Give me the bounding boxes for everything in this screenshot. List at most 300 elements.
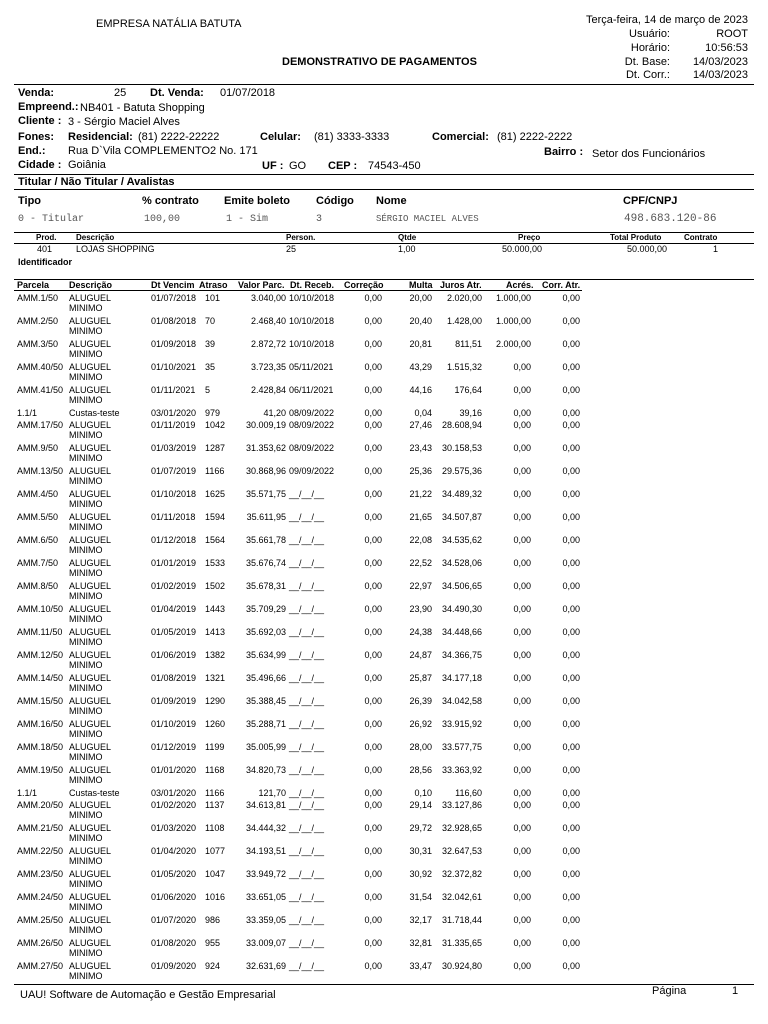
cell-valor-parc: 33.949,72 bbox=[245, 869, 286, 879]
cell-corr-atr: 0,00 bbox=[562, 489, 580, 499]
cell-dt-vencim: 01/02/2020 bbox=[151, 800, 197, 810]
cell-dt-vencim: 01/11/2019 bbox=[151, 420, 196, 430]
cell-atraso: 1137 bbox=[205, 800, 225, 810]
celular-value: (81) 3333-3333 bbox=[314, 131, 390, 143]
cell-acres: 0,00 bbox=[513, 512, 531, 522]
titular-top-divider bbox=[14, 174, 754, 175]
table-row bbox=[0, 512, 768, 534]
cell-multa: 43,29 bbox=[409, 362, 432, 372]
cell-multa: 21,65 bbox=[409, 512, 432, 522]
footer-page-number: 1 bbox=[732, 985, 739, 997]
venda-value: 25 bbox=[114, 87, 127, 99]
cell-descricao-line1: ALUGUEL bbox=[69, 512, 112, 522]
cell-descricao-line2: MINIMO bbox=[69, 879, 103, 889]
cell-descricao bbox=[69, 385, 111, 405]
cell-descricao bbox=[69, 339, 111, 359]
cell-dt-vencim: 03/01/2020 bbox=[151, 408, 197, 418]
cell-descricao bbox=[69, 604, 111, 624]
cell-multa: 32,81 bbox=[409, 938, 432, 948]
cell-valor-parc: 35.571,75 bbox=[245, 489, 286, 499]
cell-descricao-line2: MINIMO bbox=[69, 856, 103, 866]
cell-corr-atr: 0,00 bbox=[562, 558, 580, 568]
cell-corr-atr: 0,00 bbox=[562, 535, 580, 545]
col-header-multa: Multa bbox=[409, 280, 433, 290]
cell-dt-vencim: 01/01/2020 bbox=[151, 765, 197, 775]
cell-dt-receb: __/__/__ bbox=[289, 512, 325, 522]
cell-descricao bbox=[69, 823, 111, 843]
cell-dt-vencim: 01/08/2020 bbox=[151, 938, 197, 948]
cell-correcao: 0,00 bbox=[364, 892, 382, 902]
cell-multa: 30,92 bbox=[409, 869, 432, 879]
table-row bbox=[0, 339, 768, 361]
table-row bbox=[0, 408, 768, 419]
table-row bbox=[0, 765, 768, 787]
cell-parcela: AMM.24/50 bbox=[17, 892, 64, 902]
table-row bbox=[0, 362, 768, 384]
report-date: Terça-feira, 14 de março de 2023 bbox=[585, 14, 748, 26]
cell-corr-atr: 0,00 bbox=[562, 846, 580, 856]
cell-descricao bbox=[69, 800, 111, 820]
cell-multa: 24,38 bbox=[409, 627, 432, 637]
cell-dt-receb: __/__/__ bbox=[289, 489, 325, 499]
table-row bbox=[0, 673, 768, 695]
cell-atraso: 1321 bbox=[205, 673, 226, 683]
cell-descricao-line1: ALUGUEL bbox=[69, 719, 112, 729]
cell-juros: 34.528,06 bbox=[441, 558, 482, 568]
cell-atraso: 1042 bbox=[205, 420, 226, 430]
cell-dt-receb: __/__/__ bbox=[289, 673, 325, 683]
cell-correcao: 0,00 bbox=[364, 673, 382, 683]
cep-label: CEP : bbox=[328, 160, 358, 172]
cell-dt-receb: __/__/__ bbox=[289, 604, 325, 614]
cell-corr-atr: 0,00 bbox=[562, 466, 580, 476]
cell-atraso: 1533 bbox=[205, 558, 226, 568]
cell-descricao bbox=[69, 512, 111, 532]
titular-header-cpf: CPF/CNPJ bbox=[623, 195, 678, 207]
table-row bbox=[0, 869, 768, 891]
cell-descricao-line2: MINIMO bbox=[69, 660, 103, 670]
cell-descricao bbox=[69, 673, 111, 693]
cell-dt-receb: 08/09/2022 bbox=[289, 408, 335, 418]
cell-descricao-line2: MINIMO bbox=[69, 706, 103, 716]
cell-acres: 0,00 bbox=[513, 466, 531, 476]
table-row bbox=[0, 915, 768, 937]
cell-dt-vencim: 01/11/2021 bbox=[151, 385, 196, 395]
cell-descricao-line1: ALUGUEL bbox=[69, 765, 112, 775]
cell-descricao-line1: ALUGUEL bbox=[69, 961, 112, 971]
table-row bbox=[0, 385, 768, 407]
cell-descricao bbox=[69, 581, 111, 601]
identificador-label: Identificador bbox=[18, 257, 73, 267]
cell-corr-atr: 0,00 bbox=[562, 443, 580, 453]
cell-corr-atr: 0,00 bbox=[562, 581, 580, 591]
cell-corr-atr: 0,00 bbox=[562, 696, 580, 706]
cell-correcao: 0,00 bbox=[364, 719, 382, 729]
cell-valor-parc: 35.496,66 bbox=[245, 673, 286, 683]
cell-multa: 33,47 bbox=[409, 961, 432, 971]
cell-atraso: 924 bbox=[205, 961, 221, 971]
cell-multa: 29,72 bbox=[409, 823, 432, 833]
horario-label: Horário: bbox=[630, 42, 670, 54]
cep-value: 74543-450 bbox=[368, 160, 421, 172]
cell-parcela: AMM.8/50 bbox=[17, 581, 59, 591]
cell-juros: 34.448,66 bbox=[441, 627, 482, 637]
cell-dt-receb: __/__/__ bbox=[289, 696, 325, 706]
cell-atraso: 1564 bbox=[205, 535, 226, 545]
cell-atraso: 1166 bbox=[205, 466, 225, 476]
cell-juros: 31.718,44 bbox=[441, 915, 482, 925]
cell-corr-atr: 0,00 bbox=[562, 420, 580, 430]
titular-header-tipo: Tipo bbox=[18, 195, 42, 207]
bairro-value: Setor dos Funcionários bbox=[592, 148, 706, 160]
cell-valor-parc: 34.820,73 bbox=[245, 765, 286, 775]
cell-descricao bbox=[69, 719, 111, 739]
cell-descricao-line2: MINIMO bbox=[69, 430, 103, 440]
cell-dt-receb: __/__/__ bbox=[289, 765, 325, 775]
table-row bbox=[0, 846, 768, 868]
cell-descricao-line1: ALUGUEL bbox=[69, 800, 112, 810]
cell-valor-parc: 35.709,29 bbox=[245, 604, 286, 614]
residencial-label: Residencial: bbox=[68, 131, 133, 143]
cell-descricao-line2: MINIMO bbox=[69, 522, 103, 532]
cell-valor-parc: 3.040,00 bbox=[250, 293, 286, 303]
cell-correcao: 0,00 bbox=[364, 535, 382, 545]
cell-acres: 0,00 bbox=[513, 846, 531, 856]
cell-corr-atr: 0,00 bbox=[562, 316, 580, 326]
cell-parcela: AMM.25/50 bbox=[17, 915, 64, 925]
end-label: End.: bbox=[18, 145, 46, 157]
cell-descricao-line1: ALUGUEL bbox=[69, 869, 112, 879]
cell-juros: 32.928,65 bbox=[441, 823, 482, 833]
cell-atraso: 1016 bbox=[205, 892, 226, 902]
header-divider bbox=[14, 84, 754, 85]
titular-header-nome: Nome bbox=[376, 195, 407, 207]
cell-acres: 0,00 bbox=[513, 420, 531, 430]
cell-descricao-line1: ALUGUEL bbox=[69, 938, 112, 948]
cell-valor-parc: 121,70 bbox=[258, 788, 286, 798]
table-row bbox=[0, 604, 768, 626]
col-header-acres: Acrés. bbox=[506, 280, 534, 290]
cell-atraso: 1594 bbox=[205, 512, 226, 522]
cell-atraso: 101 bbox=[205, 293, 221, 303]
cell-descricao bbox=[69, 765, 111, 785]
cell-correcao: 0,00 bbox=[364, 869, 382, 879]
product-header-preco: Preço bbox=[518, 233, 541, 242]
cell-correcao: 0,00 bbox=[364, 385, 382, 395]
cell-parcela: AMM.27/50 bbox=[17, 961, 64, 971]
cell-descricao-line1: ALUGUEL bbox=[69, 293, 112, 303]
table-row bbox=[0, 535, 768, 557]
cell-dt-vencim: 01/06/2019 bbox=[151, 650, 197, 660]
cell-parcela: AMM.11/50 bbox=[17, 627, 63, 637]
cell-dt-vencim: 01/08/2018 bbox=[151, 316, 197, 326]
cell-juros: 34.489,32 bbox=[441, 489, 482, 499]
cell-correcao: 0,00 bbox=[364, 788, 382, 798]
cell-corr-atr: 0,00 bbox=[562, 961, 580, 971]
cell-dt-receb: __/__/__ bbox=[289, 788, 325, 798]
cell-acres: 0,00 bbox=[513, 823, 531, 833]
titular-codigo: 3 bbox=[316, 214, 323, 225]
cell-juros: 30.924,80 bbox=[441, 961, 482, 971]
cell-dt-vencim: 01/04/2019 bbox=[151, 604, 197, 614]
cell-parcela: AMM.5/50 bbox=[17, 512, 59, 522]
cell-descricao-line2: MINIMO bbox=[69, 349, 103, 359]
cell-dt-receb: 10/10/2018 bbox=[289, 316, 335, 326]
cell-correcao: 0,00 bbox=[364, 362, 382, 372]
cell-dt-vencim: 01/07/2019 bbox=[151, 466, 197, 476]
cell-dt-receb: 06/11/2021 bbox=[289, 385, 334, 395]
cell-corr-atr: 0,00 bbox=[562, 362, 580, 372]
cell-juros: 811,51 bbox=[455, 339, 482, 349]
cell-dt-vencim: 01/07/2018 bbox=[151, 293, 197, 303]
cell-acres: 1.000,00 bbox=[495, 316, 531, 326]
cell-valor-parc: 41,20 bbox=[263, 408, 286, 418]
cell-parcela: AMM.19/50 bbox=[17, 765, 64, 775]
cell-descricao bbox=[69, 788, 120, 798]
cell-multa: 26,92 bbox=[409, 719, 432, 729]
table-row bbox=[0, 892, 768, 914]
col-header-corr-atr: Corr. Atr. bbox=[542, 280, 581, 290]
cell-acres: 0,00 bbox=[513, 915, 531, 925]
cell-corr-atr: 0,00 bbox=[562, 627, 580, 637]
table-top-divider bbox=[14, 279, 754, 280]
cell-dt-vencim: 01/09/2019 bbox=[151, 696, 197, 706]
cell-descricao-line2: MINIMO bbox=[69, 810, 103, 820]
titular-header-emite: Emite boleto bbox=[224, 195, 291, 207]
cell-descricao bbox=[69, 892, 111, 912]
cell-juros: 33.915,92 bbox=[441, 719, 482, 729]
cell-multa: 0,04 bbox=[414, 408, 432, 418]
cell-dt-vencim: 01/12/2019 bbox=[151, 742, 197, 752]
cell-dt-vencim: 01/10/2019 bbox=[151, 719, 197, 729]
cell-dt-vencim: 01/10/2018 bbox=[151, 489, 197, 499]
cell-acres: 0,00 bbox=[513, 604, 531, 614]
cell-multa: 32,17 bbox=[409, 915, 432, 925]
col-header-parcela: Parcela bbox=[17, 280, 50, 290]
empreend-label: Empreend.: bbox=[18, 101, 79, 113]
cell-dt-receb: __/__/__ bbox=[289, 800, 325, 810]
cell-dt-vencim: 01/10/2021 bbox=[151, 362, 197, 372]
product-total: 50.000,00 bbox=[627, 244, 668, 254]
table-row bbox=[0, 420, 768, 442]
cell-juros: 31.335,65 bbox=[441, 938, 482, 948]
cell-dt-receb: __/__/__ bbox=[289, 892, 325, 902]
cell-acres: 0,00 bbox=[513, 788, 531, 798]
cell-parcela: AMM.14/50 bbox=[17, 673, 64, 683]
cell-atraso: 1625 bbox=[205, 489, 226, 499]
cliente-label: Cliente : bbox=[18, 115, 62, 127]
product-header-qtde: Qtde bbox=[398, 233, 417, 242]
cell-corr-atr: 0,00 bbox=[562, 293, 580, 303]
cell-atraso: 1166 bbox=[205, 788, 225, 798]
cell-multa: 20,40 bbox=[409, 316, 432, 326]
cell-acres: 0,00 bbox=[513, 719, 531, 729]
cell-parcela: AMM.12/50 bbox=[17, 650, 64, 660]
table-row bbox=[0, 696, 768, 718]
footer-divider bbox=[14, 984, 754, 985]
footer-software: UAU! Software de Automação e Gestão Empresarial bbox=[20, 989, 276, 1001]
bairro-label: Bairro : bbox=[544, 146, 584, 158]
cell-acres: 0,00 bbox=[513, 673, 531, 683]
cell-acres: 0,00 bbox=[513, 362, 531, 372]
cell-descricao-line1: ALUGUEL bbox=[69, 535, 112, 545]
col-header-correcao: Correção bbox=[344, 280, 384, 290]
cell-descricao bbox=[69, 650, 111, 670]
cell-multa: 0,10 bbox=[414, 788, 432, 798]
cell-dt-receb: __/__/__ bbox=[289, 650, 325, 660]
cell-dt-receb: 08/09/2022 bbox=[289, 443, 335, 453]
company-name: EMPRESA NATÁLIA BATUTA bbox=[96, 18, 242, 30]
residencial-value: (81) 2222-22222 bbox=[138, 131, 220, 143]
cell-multa: 24,87 bbox=[409, 650, 432, 660]
cell-multa: 31,54 bbox=[409, 892, 432, 902]
col-header-dt-vencim: Dt Vencim bbox=[151, 280, 195, 290]
titular-tipo: 0 - Titular bbox=[18, 214, 85, 225]
cell-atraso: 35 bbox=[205, 362, 216, 372]
cell-descricao bbox=[69, 696, 111, 716]
table-row bbox=[0, 627, 768, 649]
cell-descricao-line2: MINIMO bbox=[69, 971, 103, 981]
titular-header-codigo: Código bbox=[316, 195, 354, 207]
cell-atraso: 5 bbox=[205, 385, 211, 395]
cell-juros: 34.535,62 bbox=[441, 535, 482, 545]
cell-acres: 0,00 bbox=[513, 892, 531, 902]
cell-parcela: AMM.15/50 bbox=[17, 696, 64, 706]
cell-dt-vencim: 01/09/2018 bbox=[151, 339, 197, 349]
cell-descricao-line1: ALUGUEL bbox=[69, 604, 112, 614]
col-header-descricao: Descrição bbox=[69, 280, 113, 290]
cell-juros: 33.127,86 bbox=[441, 800, 482, 810]
cell-multa: 25,87 bbox=[409, 673, 432, 683]
cell-dt-receb: 10/10/2018 bbox=[289, 293, 335, 303]
cell-descricao-line2: MINIMO bbox=[69, 326, 103, 336]
cell-descricao-line2: MINIMO bbox=[69, 303, 103, 313]
table-row bbox=[0, 443, 768, 465]
cell-atraso: 1287 bbox=[205, 443, 226, 453]
product-header-descricao: Descrição bbox=[76, 233, 115, 242]
cell-juros: 176,64 bbox=[454, 385, 482, 395]
cell-descricao bbox=[69, 489, 111, 509]
cell-correcao: 0,00 bbox=[364, 339, 382, 349]
cell-multa: 21,22 bbox=[409, 489, 432, 499]
comercial-label: Comercial: bbox=[432, 131, 489, 143]
end-value: Rua D`Vila COMPLEMENTO2 No. 171 bbox=[68, 145, 258, 157]
cell-multa: 28,56 bbox=[409, 765, 432, 775]
cell-parcela: AMM.21/50 bbox=[17, 823, 64, 833]
cell-dt-vencim: 01/05/2020 bbox=[151, 869, 197, 879]
cell-parcela: AMM.3/50 bbox=[17, 339, 59, 349]
cell-dt-vencim: 01/05/2019 bbox=[151, 627, 197, 637]
cell-descricao-line2: MINIMO bbox=[69, 453, 103, 463]
cell-corr-atr: 0,00 bbox=[562, 823, 580, 833]
cell-corr-atr: 0,00 bbox=[562, 719, 580, 729]
cell-juros: 30.158,53 bbox=[441, 443, 482, 453]
cell-descricao-line2: MINIMO bbox=[69, 833, 103, 843]
cell-correcao: 0,00 bbox=[364, 604, 382, 614]
col-header-dt-receb: Dt. Receb. bbox=[290, 280, 335, 290]
titular-divider bbox=[14, 189, 754, 190]
cliente-value: 3 - Sérgio Maciel Alves bbox=[68, 116, 180, 128]
cell-correcao: 0,00 bbox=[364, 915, 382, 925]
cell-descricao bbox=[69, 869, 111, 889]
cell-corr-atr: 0,00 bbox=[562, 938, 580, 948]
cell-descricao-line1: ALUGUEL bbox=[69, 362, 112, 372]
cell-descricao-line1: ALUGUEL bbox=[69, 385, 112, 395]
cell-dt-vencim: 01/04/2020 bbox=[151, 846, 197, 856]
cell-acres: 0,00 bbox=[513, 938, 531, 948]
cell-juros: 28.608,94 bbox=[441, 420, 482, 430]
dt-base-label: Dt. Base: bbox=[624, 56, 670, 68]
table-row bbox=[0, 650, 768, 672]
cell-acres: 0,00 bbox=[513, 443, 531, 453]
cell-acres: 0,00 bbox=[513, 742, 531, 752]
uf-label: UF : bbox=[262, 160, 284, 172]
cell-descricao-line1: ALUGUEL bbox=[69, 650, 112, 660]
cell-descricao bbox=[69, 915, 111, 935]
cell-valor-parc: 35.611,95 bbox=[246, 512, 286, 522]
cell-valor-parc: 34.193,51 bbox=[245, 846, 286, 856]
cell-corr-atr: 0,00 bbox=[562, 650, 580, 660]
cell-acres: 1.000,00 bbox=[495, 293, 531, 303]
cell-valor-parc: 35.692,03 bbox=[245, 627, 286, 637]
cell-atraso: 1077 bbox=[205, 846, 226, 856]
cidade-value: Goiânia bbox=[68, 159, 106, 171]
cell-descricao-line2: MINIMO bbox=[69, 729, 103, 739]
cell-multa: 20,81 bbox=[409, 339, 432, 349]
cell-acres: 0,00 bbox=[513, 489, 531, 499]
cell-dt-vencim: 01/01/2019 bbox=[151, 558, 197, 568]
cell-parcela: 1.1/1 bbox=[17, 408, 38, 418]
cell-dt-receb: 05/11/2021 bbox=[289, 362, 334, 372]
table-row bbox=[0, 719, 768, 741]
cell-juros: 34.042,58 bbox=[441, 696, 482, 706]
cell-descricao-line2: MINIMO bbox=[69, 568, 103, 578]
cell-dt-receb: __/__/__ bbox=[289, 961, 325, 971]
usuario-value: ROOT bbox=[716, 28, 748, 40]
cell-multa: 22,52 bbox=[409, 558, 432, 568]
uf-value: GO bbox=[289, 160, 307, 172]
product-person: 25 bbox=[286, 244, 297, 254]
cell-juros: 34.507,87 bbox=[441, 512, 482, 522]
cell-descricao-line1: ALUGUEL bbox=[69, 316, 112, 326]
cell-juros: 1.428,00 bbox=[446, 316, 482, 326]
cell-descricao-line1: ALUGUEL bbox=[69, 742, 112, 752]
table-row bbox=[0, 466, 768, 488]
cell-descricao bbox=[69, 938, 111, 958]
cell-multa: 22,08 bbox=[409, 535, 432, 545]
table-row bbox=[0, 823, 768, 845]
cell-dt-receb: __/__/__ bbox=[289, 869, 325, 879]
cell-parcela: 1.1/1 bbox=[17, 788, 38, 798]
cell-acres: 0,00 bbox=[513, 961, 531, 971]
cell-juros: 29.575,36 bbox=[441, 466, 482, 476]
table-row bbox=[0, 788, 768, 799]
table-row bbox=[0, 316, 768, 338]
product-contrato: 1 bbox=[713, 244, 719, 254]
cell-descricao bbox=[69, 443, 111, 463]
cell-descricao bbox=[69, 535, 111, 555]
cell-valor-parc: 2.428,84 bbox=[250, 385, 286, 395]
cell-atraso: 1047 bbox=[205, 869, 226, 879]
product-qtde: 1,00 bbox=[398, 244, 416, 254]
cell-atraso: 1382 bbox=[205, 650, 226, 660]
cell-dt-receb: __/__/__ bbox=[289, 742, 325, 752]
cell-multa: 25,36 bbox=[409, 466, 432, 476]
cell-valor-parc: 34.613,81 bbox=[245, 800, 286, 810]
table-row bbox=[0, 558, 768, 580]
cell-corr-atr: 0,00 bbox=[562, 673, 580, 683]
cell-juros: 33.577,75 bbox=[441, 742, 482, 752]
